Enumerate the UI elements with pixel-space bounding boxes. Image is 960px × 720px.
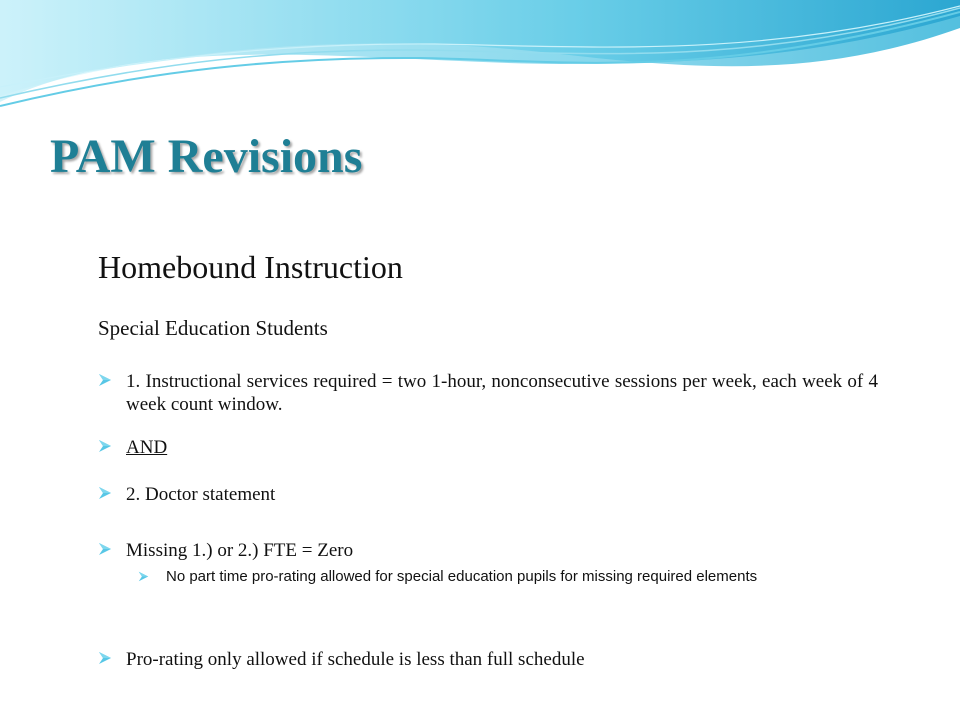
sub-bullet-item [138, 568, 836, 586]
arrow-right-icon [138, 571, 149, 582]
arrow-right-icon [98, 486, 112, 500]
arrow-right-icon [98, 439, 112, 453]
decorative-wave-banner [0, 0, 960, 120]
arrow-right-icon [98, 373, 112, 387]
bullet-text: Missing 1.) or 2.) FTE = Zero [126, 540, 354, 561]
bullet-item [98, 436, 878, 459]
slide-title: PAM Revisions [50, 130, 363, 183]
slide-subheading: Special Education Students [98, 316, 328, 340]
bullet-text: 1. Instructional services required = two 1-hour, nonconsecutive sessions per week, each week of 4 week count window. [126, 371, 878, 416]
bullet-item [98, 370, 878, 416]
bullet-text: 2. Doctor statement [126, 484, 276, 505]
bullet-text: Pro-rating only allowed if schedule is less than full schedule [126, 649, 585, 670]
slide-heading: Homebound Instruction [98, 249, 403, 285]
arrow-right-icon [98, 542, 112, 556]
bullet-item [98, 648, 878, 671]
arrow-right-icon [98, 651, 112, 665]
bullet-text: AND [126, 437, 168, 458]
bullet-item [98, 539, 878, 562]
bullet-item [98, 483, 878, 506]
sub-bullet-text: No part time pro-rating allowed for special education pupils for missing required elements [166, 568, 758, 585]
